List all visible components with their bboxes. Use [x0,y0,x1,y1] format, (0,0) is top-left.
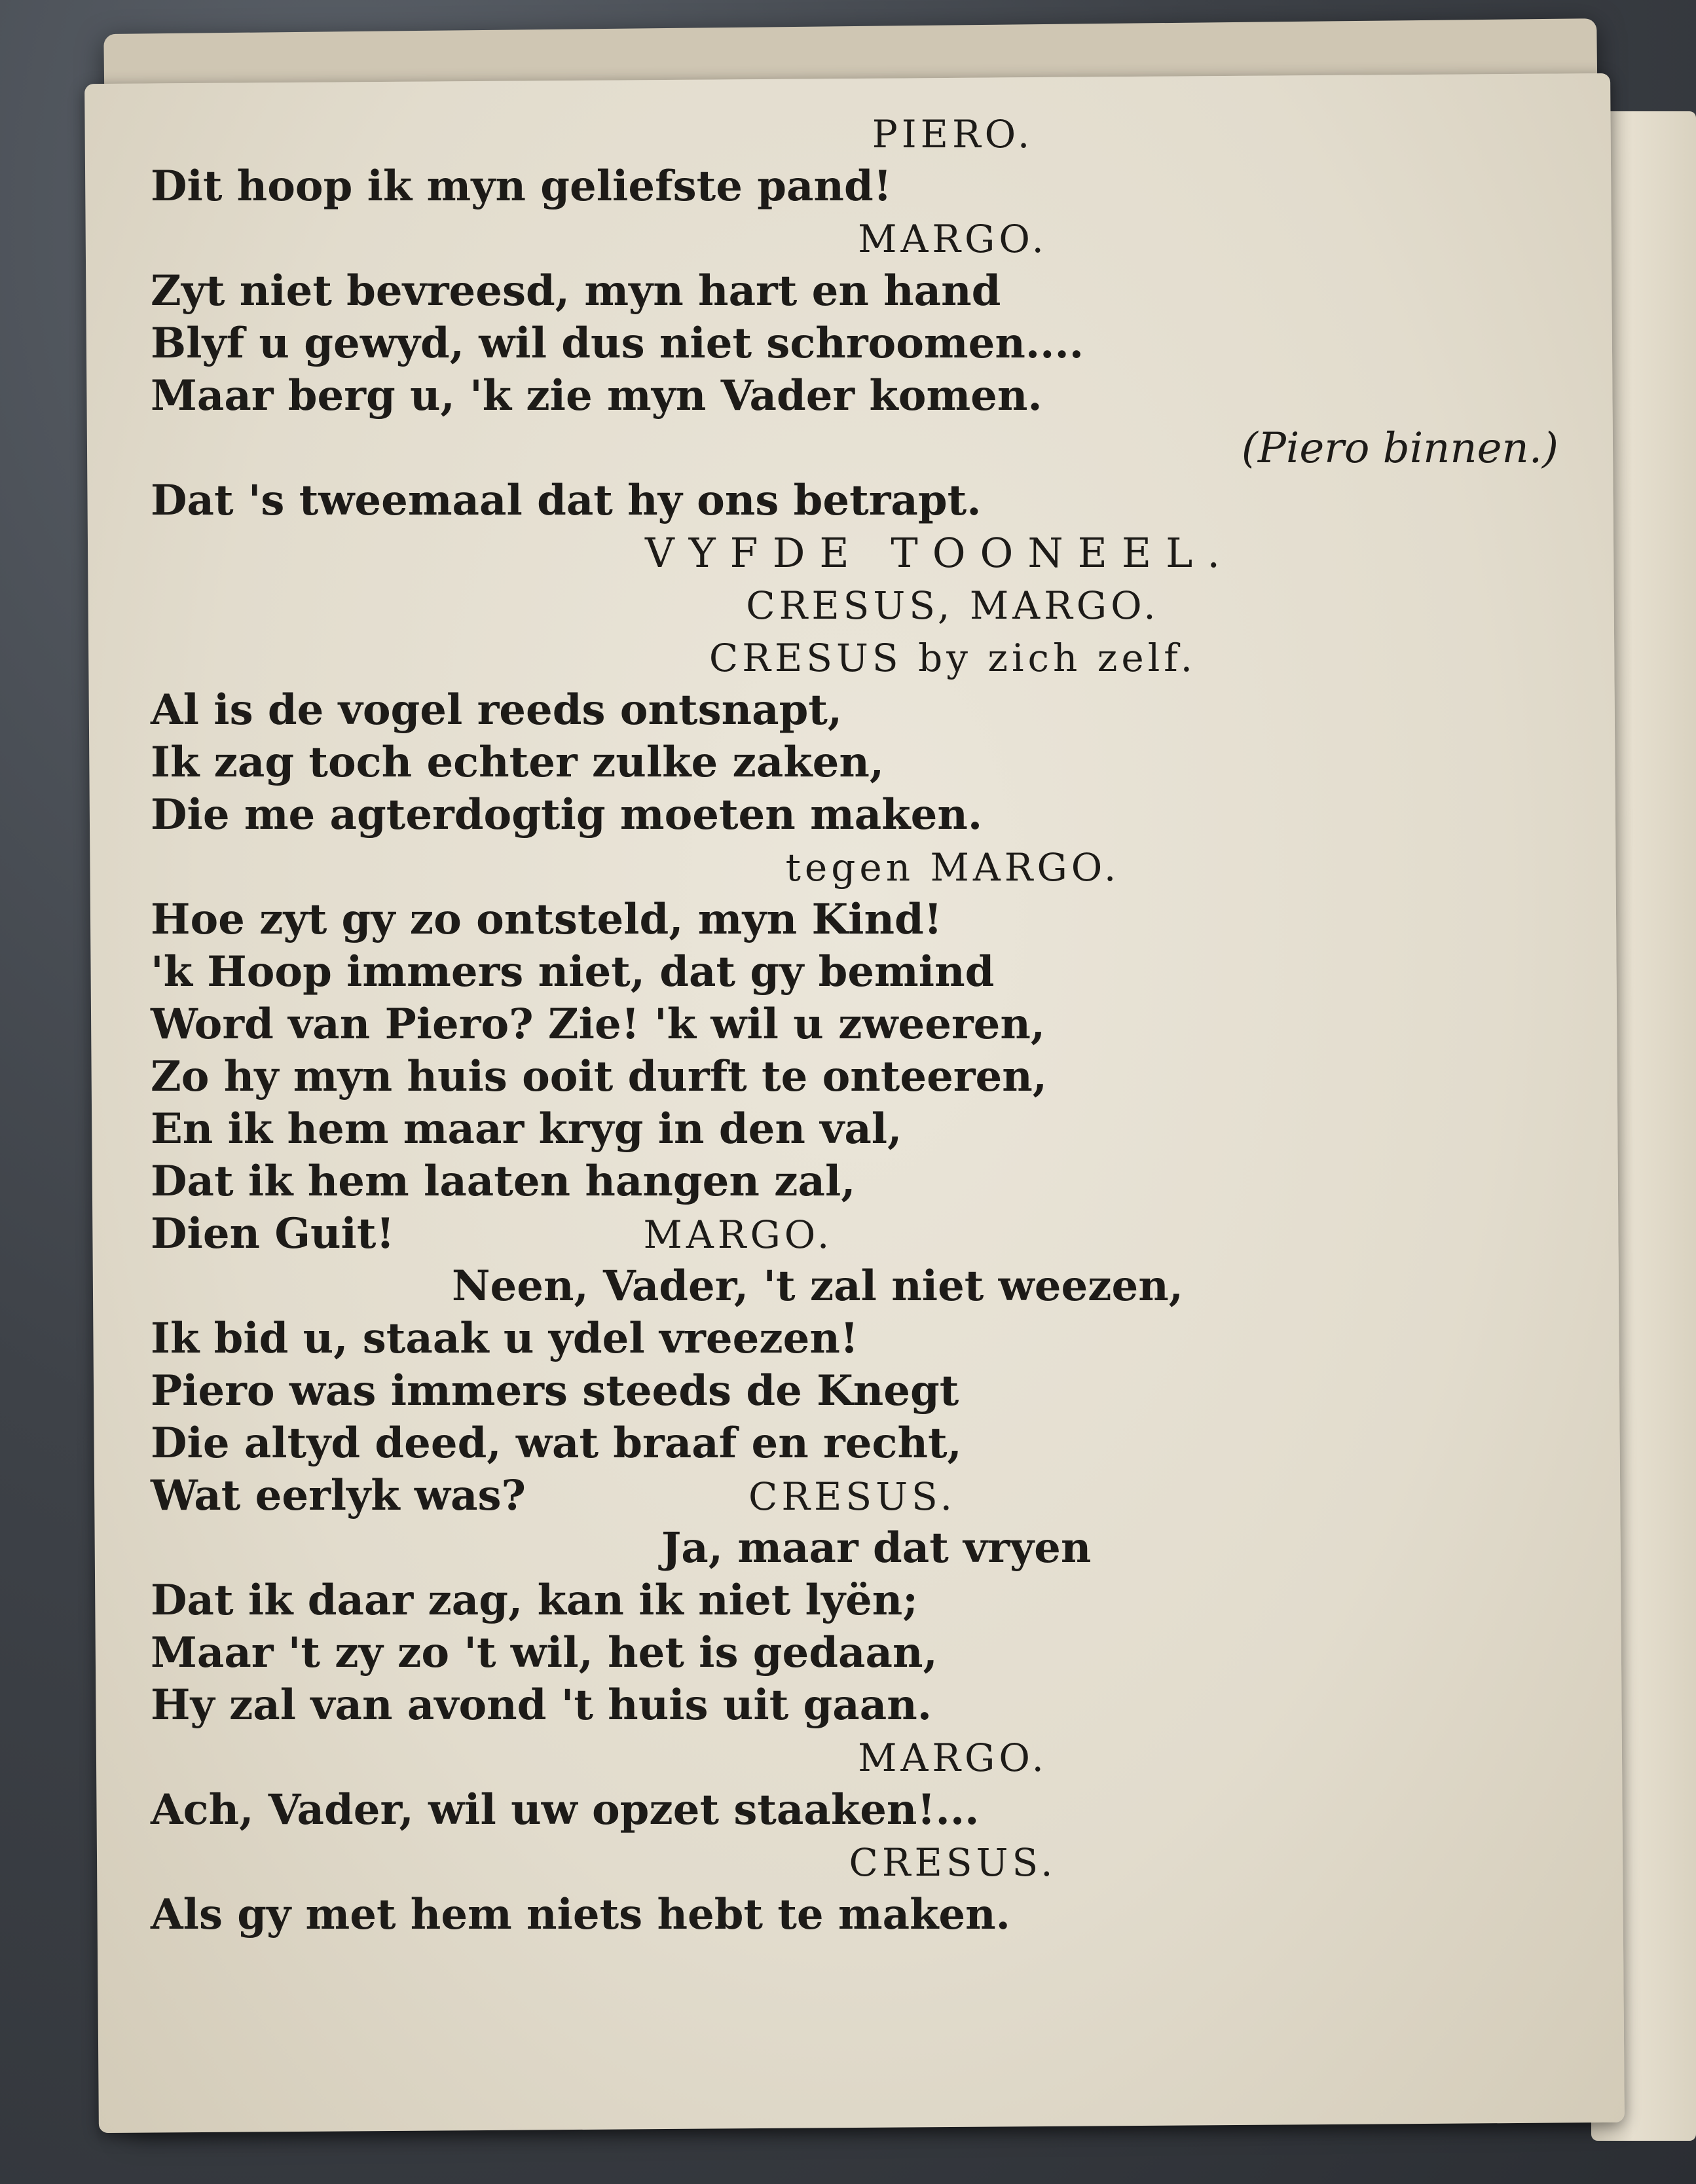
verse-line: Maar 't zy zo 't wil, het is gedaan, [151,1628,938,1677]
speaker-name: PIERO. [872,112,1034,156]
verse-line: Word van Piero? Zie! 'k wil u zweeren, [151,1000,1046,1049]
verse-line: En ik hem maar kryg in den val, [151,1104,902,1154]
stage-direction: (Piero binnen.) [1241,424,1558,473]
speaker-name: MARGO. [858,217,1048,261]
verse-line: Dit hoop ik myn geliefste pand! [151,162,892,211]
verse-line: 'k Hoop immers niet, dat gy bemind [151,947,995,996]
speaker-name: MARGO. [858,1736,1048,1780]
verse-line [151,1208,1558,1260]
verse-line: Ik bid u, staak u ydel vreezen! [151,1314,858,1363]
speaker-name: tegen MARGO. [785,845,1120,890]
verse-line: Maar berg u, 'k zie myn Vader komen. [151,371,1042,420]
verse-line: Als gy met hem niets hebt te maken. [151,1890,1010,1939]
verse-line: Piero was immers steeds de Knegt [151,1366,959,1415]
verse-line: Neen, Vader, 't zal niet weezen, [452,1262,1184,1311]
verse-line: Zyt niet bevreesd, myn hart en hand [151,266,1001,316]
speaker-name: CRESUS. [849,1840,1057,1885]
play-text [151,108,1558,1941]
verse-line: Dat ik hem laaten hangen zal, [151,1157,856,1206]
verse-text: Wat eerlyk was? [151,1471,526,1520]
speaker-name: CRESUS, MARGO. [746,583,1160,628]
verse-text: Dien Guit! [151,1209,395,1258]
verse-line: Die altyd deed, wat braaf en recht, [151,1419,962,1468]
verse-line: Hy zal van avond 't huis uit gaan. [151,1681,932,1730]
verse-line: Al is de vogel reeds ontsnapt, [151,685,843,735]
verse-line: Dat 's tweemaal dat hy ons betrapt. [151,476,982,525]
speaker-name: CRESUS. [748,1474,957,1519]
verse-line: Blyf u gewyd, wil dus niet schroomen.... [151,319,1084,368]
verse-line: Dat ik daar zag, kan ik niet lyën; [151,1576,918,1625]
verse-line [151,1470,1558,1522]
verse-line: Die me agterdogtig moeten maken. [151,790,983,839]
verse-line: Zo hy myn huis ooit durft te onteeren, [151,1052,1048,1101]
verse-line: Ik zag toch echter zulke zaken, [151,738,885,787]
verse-line: Hoe zyt gy zo ontsteld, myn Kind! [151,895,942,944]
scene-heading: VYFDE TOONEEL. [644,529,1235,577]
speaker-name: CRESUS by zich zelf. [709,636,1197,680]
verse-line: Ach, Vader, wil uw opzet staaken!... [151,1785,980,1834]
speaker-name: MARGO. [643,1212,834,1257]
verse-line: Ja, maar dat vryen [661,1523,1092,1573]
